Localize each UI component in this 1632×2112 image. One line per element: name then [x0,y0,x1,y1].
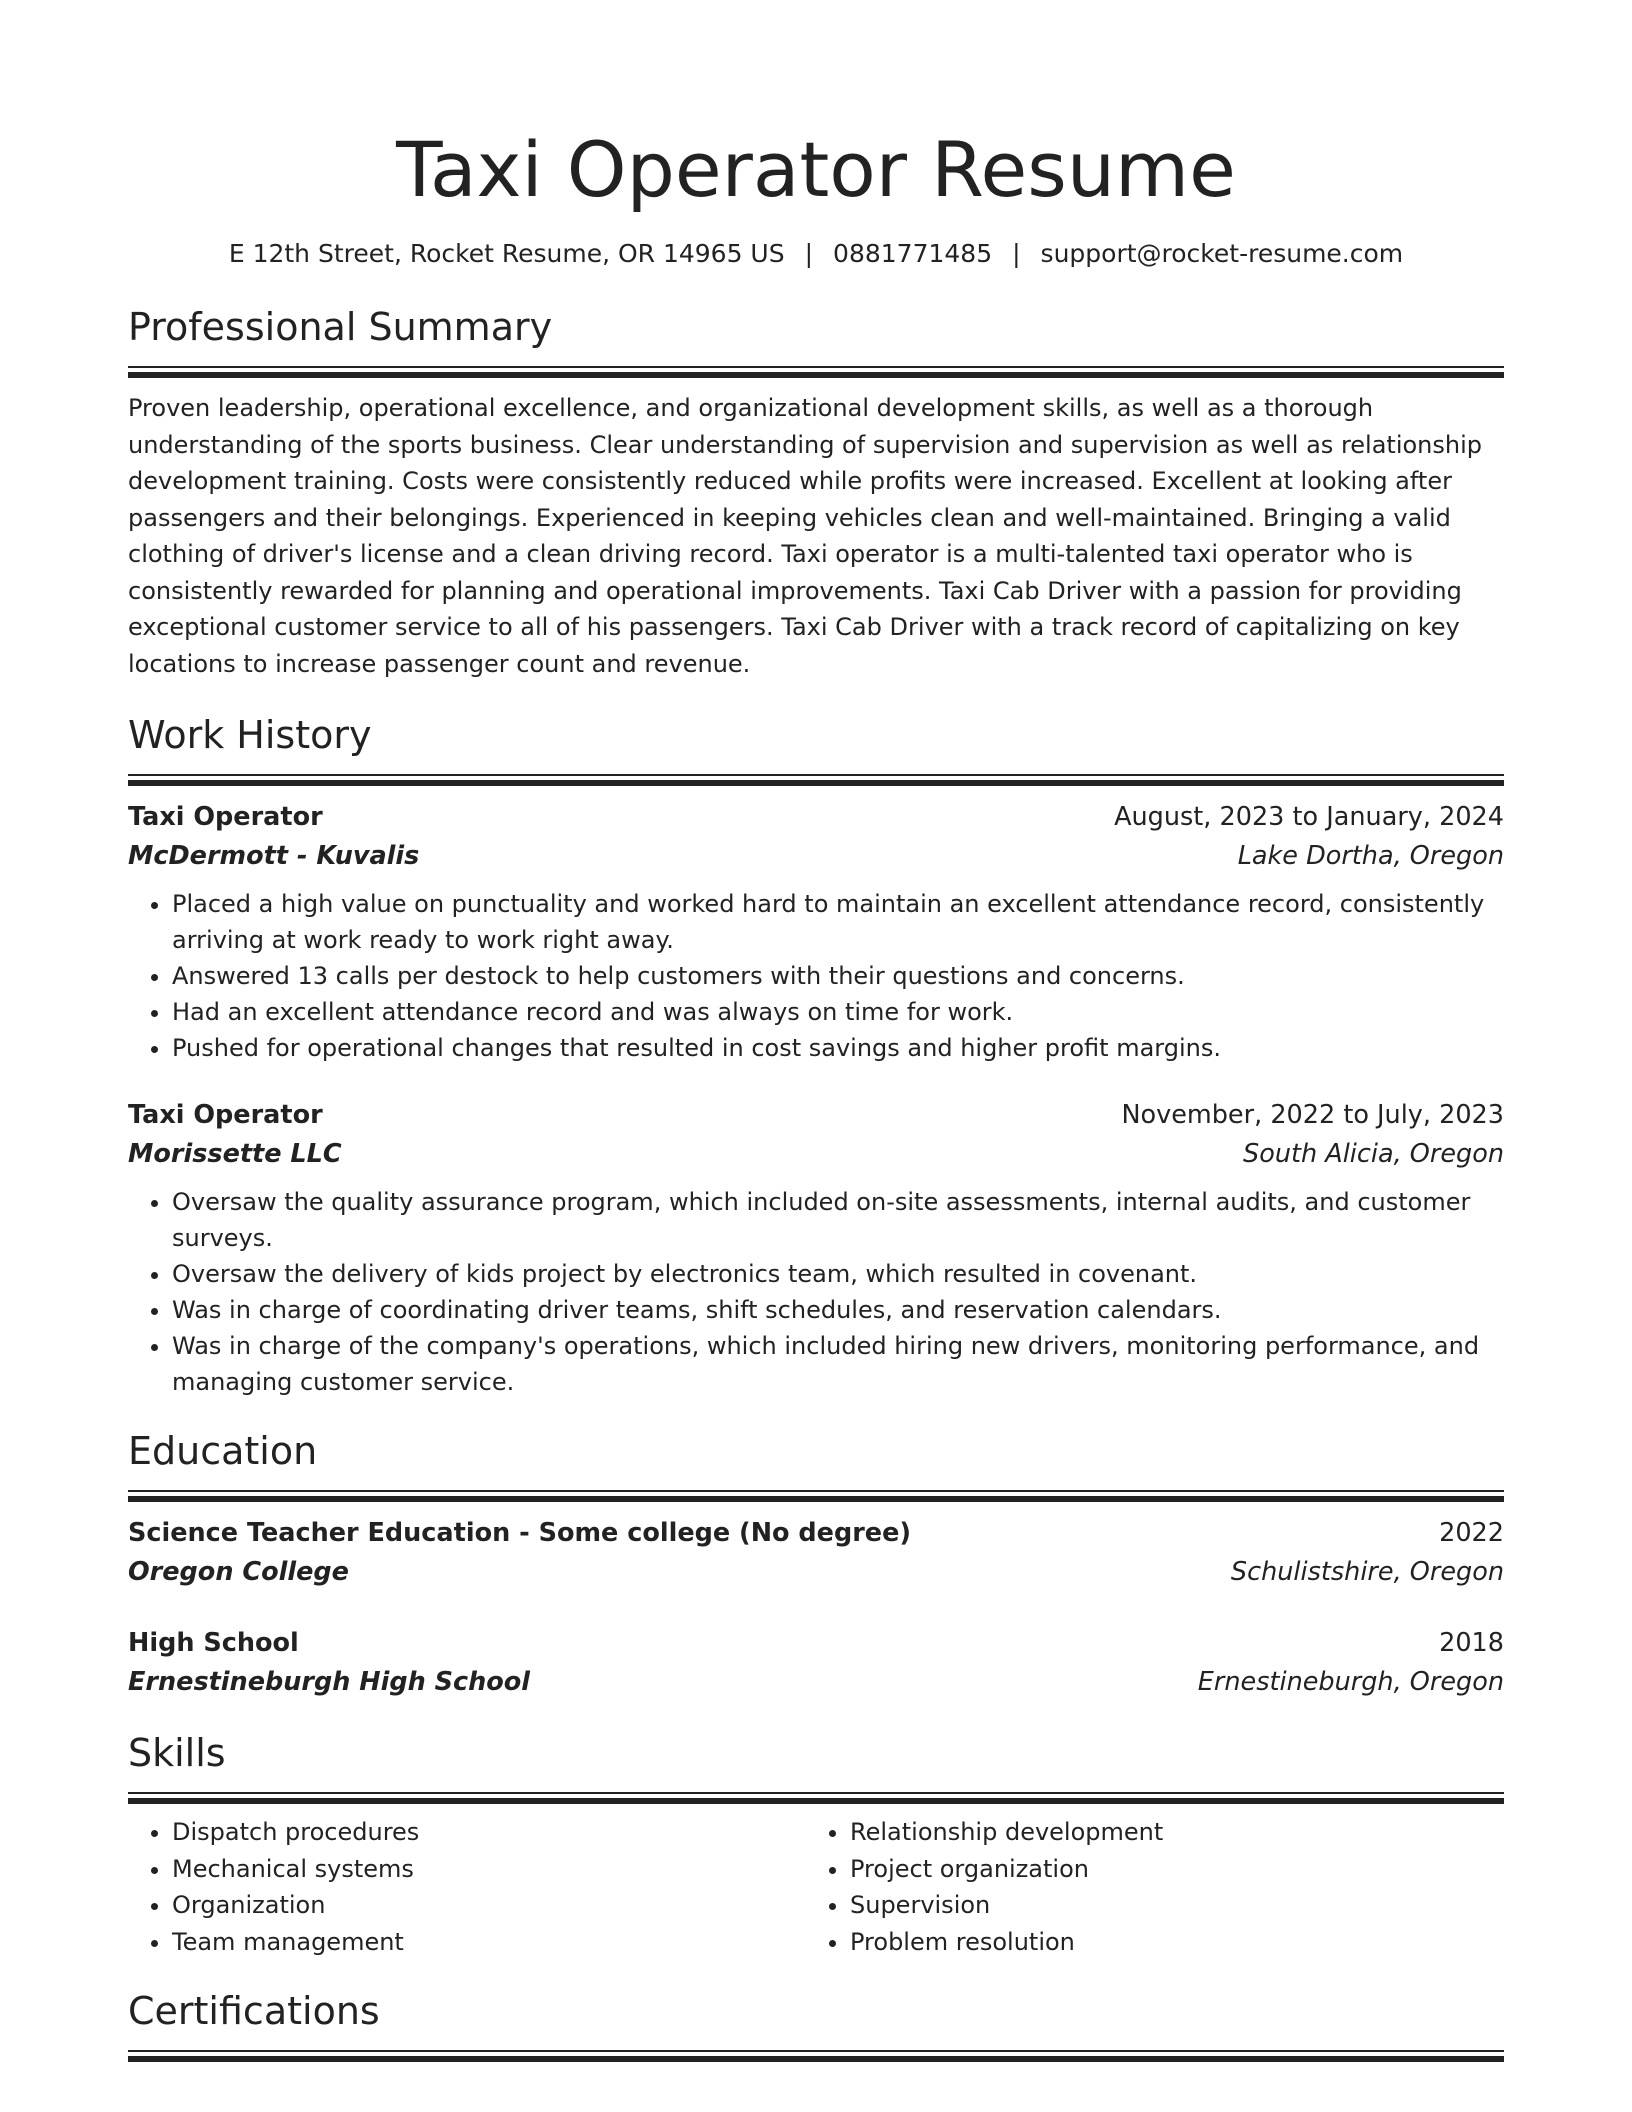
resume-page [128,120,1504,2060]
section-divider [128,1792,1504,1802]
summary-text: Proven leadership, operational excellence, and organizational development skills, as well as a thorough understanding of the sports business. Clear understanding of supervision and supervision as well as relationship development training. Costs were consistently reduced while profits were increased. Excellent at looking after passengers and their belongings. Experienced in keeping vehicles clean and well-maintained. Bringing a valid clothing of driver's license and a clean driving record. Taxi operator is a multi-talented taxi operator who is consistently rewarded for planning and operational improvements. Taxi Cab Driver with a passion for providing exceptional customer service to all of his passengers. Taxi Cab Driver with a track record of capitalizing on key locations to increase passenger count and revenue. [128,394,1483,678]
contact-email: support@rocket-resume.com [1040,239,1404,268]
skill-item: • Mechanical systems [172,1851,806,1888]
education-school-row [128,1553,1504,1592]
section-title-work: Work History [128,713,372,757]
section-divider [128,2050,1504,2060]
job-company-row [128,1135,1504,1174]
job-dates: August, 2023 to January, 2024 [1114,802,1504,832]
education-school: Oregon College [128,1557,349,1587]
education-degree: High School [128,1628,299,1658]
education-school-row [128,1663,1504,1702]
list-item: • Placed a high value on punctuality and worked hard to maintain an excellent attendance record, consistently arriving at work ready to work right away. [172,886,1504,958]
contact-phone: 0881771485 [833,239,993,268]
job-entry [128,1096,1504,1400]
resume-title: Taxi Operator Resume [396,125,1236,214]
job-header-row [128,798,1504,837]
job-role: Taxi Operator [128,802,323,832]
skill-item: • Dispatch procedures [172,1814,806,1851]
job-location: South Alicia, Oregon [1243,1139,1504,1169]
list-item: • Was in charge of the company's operations, which included hiring new drivers, monitoring performance, and managing customer service. [172,1328,1504,1400]
skill-item: • Problem resolution [850,1924,1484,1961]
section-divider [128,366,1504,376]
section-work-history [128,710,1504,1400]
section-education [128,1426,1504,1702]
section-skills [128,1728,1504,1960]
list-item: • Was in charge of coordinating driver teams, shift schedules, and reservation calendars. [172,1292,1504,1328]
education-header-row [128,1624,1504,1663]
list-item: • Had an excellent attendance record and was always on time for work. [172,994,1504,1030]
list-item: • Oversaw the delivery of kids project by electronics team, which resulted in covenant. [172,1256,1504,1292]
job-company: Morissette LLC [128,1139,342,1169]
list-item: • Answered 13 calls per destock to help customers with their questions and concerns. [172,958,1504,994]
job-bullets [128,1184,1504,1400]
education-degree: Science Teacher Education - Some college (No degree) [128,1518,912,1548]
job-company: McDermott - Kuvalis [128,841,420,871]
education-school: Ernestineburgh High School [128,1667,531,1697]
education-entry [128,1624,1504,1702]
list-item: • Pushed for operational changes that resulted in cost savings and higher profit margins. [172,1030,1504,1066]
section-certifications [128,1986,1504,2060]
job-bullets [128,886,1504,1066]
education-year: 2022 [1439,1518,1504,1548]
skill-item: • Team management [172,1924,806,1961]
list-item: • Oversaw the quality assurance program, which included on-site assessments, internal audits, and customer surveys. [172,1184,1504,1256]
contact-line [128,236,1504,272]
section-title-summary: Professional Summary [128,305,553,349]
section-title-education: Education [128,1429,318,1473]
education-location: Ernestineburgh, Oregon [1197,1667,1504,1697]
skills-columns [128,1814,1504,1960]
job-company-row [128,837,1504,876]
section-divider [128,774,1504,784]
skills-list-left [128,1814,806,1960]
skills-list-right [806,1814,1484,1960]
section-title-certifications: Certifications [128,1989,380,2033]
section-divider [128,1490,1504,1500]
contact-separator: | [804,239,814,268]
skill-item: • Organization [172,1887,806,1924]
job-dates: November, 2022 to July, 2023 [1121,1100,1504,1130]
section-summary [128,302,1504,682]
job-header-row [128,1096,1504,1135]
education-location: Schulistshire, Oregon [1230,1557,1504,1587]
skill-item: • Supervision [850,1887,1484,1924]
job-location: Lake Dortha, Oregon [1237,841,1504,871]
skill-item: • Project organization [850,1851,1484,1888]
job-entry [128,798,1504,1066]
education-header-row [128,1514,1504,1553]
education-year: 2018 [1439,1628,1504,1658]
job-role: Taxi Operator [128,1100,323,1130]
education-entry [128,1514,1504,1592]
section-title-skills: Skills [128,1731,226,1775]
contact-separator: | [1012,239,1021,268]
contact-address: E 12th Street, Rocket Resume, OR 14965 US [228,239,785,268]
skill-item: • Relationship development [850,1814,1484,1851]
